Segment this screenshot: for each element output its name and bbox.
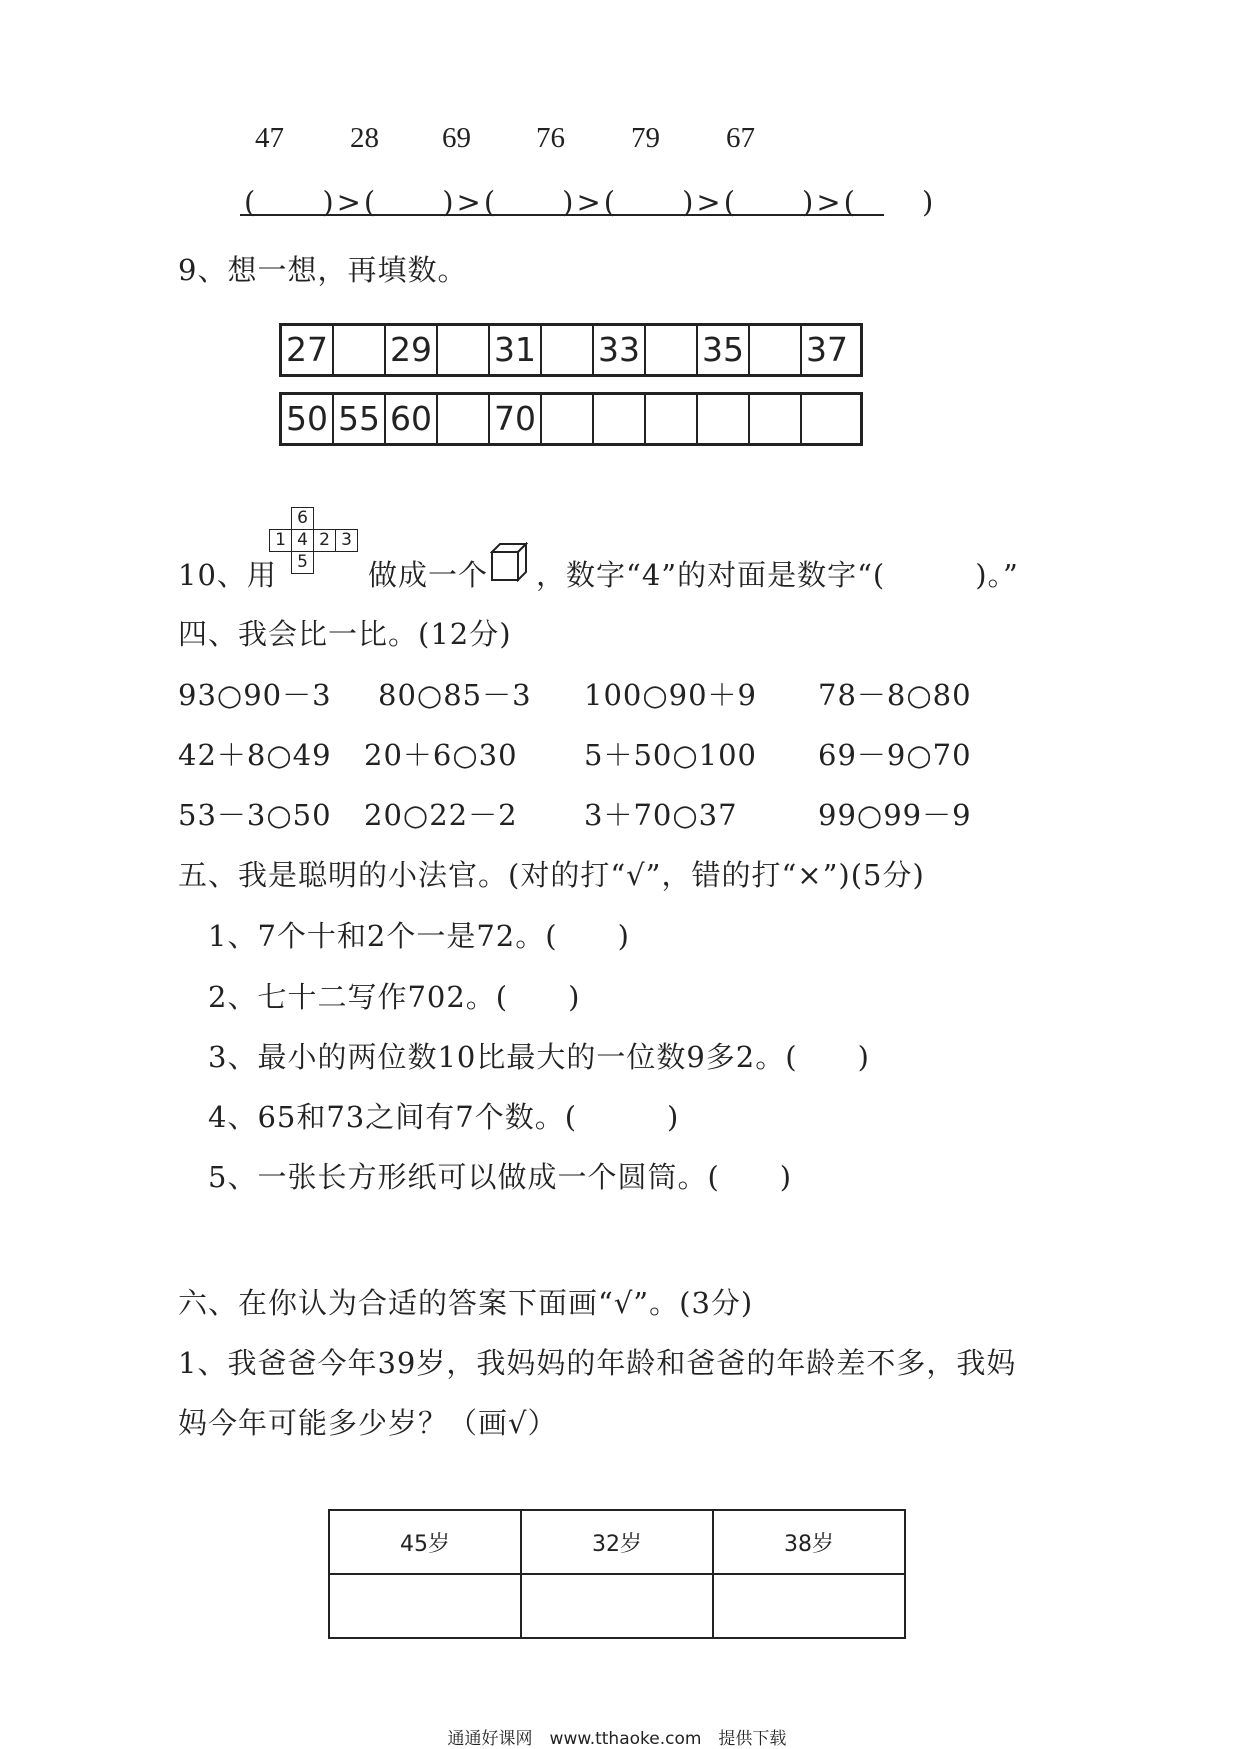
net-face: 5	[291, 551, 314, 574]
judge-item[interactable]: 5、一张长方形纸可以做成一个圆筒。( )	[208, 1160, 793, 1194]
order-underline	[240, 214, 884, 216]
grid-cell[interactable]	[594, 395, 646, 443]
q10-middle: 做成一个	[368, 558, 489, 592]
grid-cell[interactable]	[542, 395, 594, 443]
grid-cell: 31	[490, 326, 542, 374]
answer-table	[328, 1509, 906, 1639]
order-blanks[interactable]: ( )>( )>( )>( )>( )>( )	[244, 185, 937, 219]
grid-cell[interactable]	[334, 326, 386, 374]
judge-item[interactable]: 4、65和73之间有7个数。( )	[208, 1100, 680, 1134]
grid-cell: 37	[806, 330, 848, 369]
section6-question-line2: 妈今年可能多少岁？（画√）	[178, 1406, 558, 1440]
grid-cell: 50	[282, 395, 334, 443]
answer-cell[interactable]	[329, 1574, 521, 1638]
compare-item[interactable]: 42＋8○49	[178, 738, 332, 772]
net-face: 4	[291, 529, 314, 552]
option-label: 32岁	[521, 1510, 713, 1574]
grid-cell[interactable]	[438, 395, 490, 443]
order-number: 69	[442, 122, 471, 154]
q9-title: 9、想一想，再填数。	[178, 253, 468, 287]
grid-cell: 29	[386, 326, 438, 374]
order-number: 47	[255, 122, 284, 154]
compare-item[interactable]: 80○85－3	[378, 678, 532, 712]
net-face: 3	[335, 529, 358, 552]
order-number: 28	[350, 122, 379, 154]
compare-item[interactable]: 100○90＋9	[584, 678, 758, 712]
grid-cell: 60	[386, 395, 438, 443]
compare-item[interactable]: 53－3○50	[178, 798, 332, 832]
section5-heading: 五、我是聪明的小法官。(对的打“√”，错的打“×”)(5分)	[178, 858, 925, 892]
compare-item[interactable]: 5＋50○100	[584, 738, 758, 772]
order-number: 67	[726, 122, 755, 154]
section6-question-line1: 1、我爸爸今年39岁，我妈妈的年龄和爸爸的年龄差不多，我妈	[178, 1346, 1017, 1380]
compare-item[interactable]: 69－9○70	[818, 738, 972, 772]
net-face: 6	[291, 507, 314, 530]
footer-source: 通通好课网 www.tthaoke.com 提供下载	[447, 1729, 787, 1749]
q10-suffix: ，数字“4”的对面是数字“( )。”	[536, 558, 1019, 592]
number-grid-row-1	[279, 323, 863, 377]
compare-item[interactable]: 3＋70○37	[584, 798, 738, 832]
order-number: 79	[631, 122, 660, 154]
number-grid-row-2	[279, 392, 863, 446]
judge-item[interactable]: 1、7个十和2个一是72。( )	[208, 919, 630, 953]
grid-cell[interactable]	[438, 326, 490, 374]
judge-item[interactable]: 2、七十二写作702。( )	[208, 980, 581, 1014]
compare-item[interactable]: 93○90－3	[178, 678, 332, 712]
grid-cell: 70	[490, 395, 542, 443]
section6-heading: 六、在你认为合适的答案下面画“√”。(3分)	[178, 1286, 754, 1320]
compare-item[interactable]: 20＋6○30	[364, 738, 518, 772]
compare-item[interactable]: 20○22－2	[364, 798, 518, 832]
grid-cell: 55	[334, 395, 386, 443]
option-label: 45岁	[329, 1510, 521, 1574]
q10-prefix: 10、用	[178, 558, 277, 592]
grid-cell[interactable]	[542, 326, 594, 374]
answer-cell[interactable]	[713, 1574, 905, 1638]
grid-cell: 35	[698, 326, 750, 374]
grid-cell[interactable]	[646, 326, 698, 374]
grid-cell[interactable]	[802, 395, 860, 443]
net-face: 1	[269, 529, 292, 552]
grid-cell[interactable]	[646, 395, 698, 443]
grid-cell[interactable]	[750, 326, 802, 374]
compare-item[interactable]: 99○99－9	[818, 798, 972, 832]
grid-cell[interactable]	[698, 395, 750, 443]
compare-item[interactable]: 78－8○80	[818, 678, 972, 712]
judge-item[interactable]: 3、最小的两位数10比最大的一位数9多2。( )	[208, 1040, 870, 1074]
option-label: 38岁	[713, 1510, 905, 1574]
grid-cell: 33	[594, 326, 646, 374]
answer-cell[interactable]	[521, 1574, 713, 1638]
grid-cell[interactable]	[750, 395, 802, 443]
section4-heading: 四、我会比一比。(12分)	[178, 617, 512, 651]
grid-cell: 27	[282, 326, 334, 374]
cube-icon	[490, 542, 528, 582]
order-number: 76	[536, 122, 565, 154]
net-face: 2	[313, 529, 336, 552]
